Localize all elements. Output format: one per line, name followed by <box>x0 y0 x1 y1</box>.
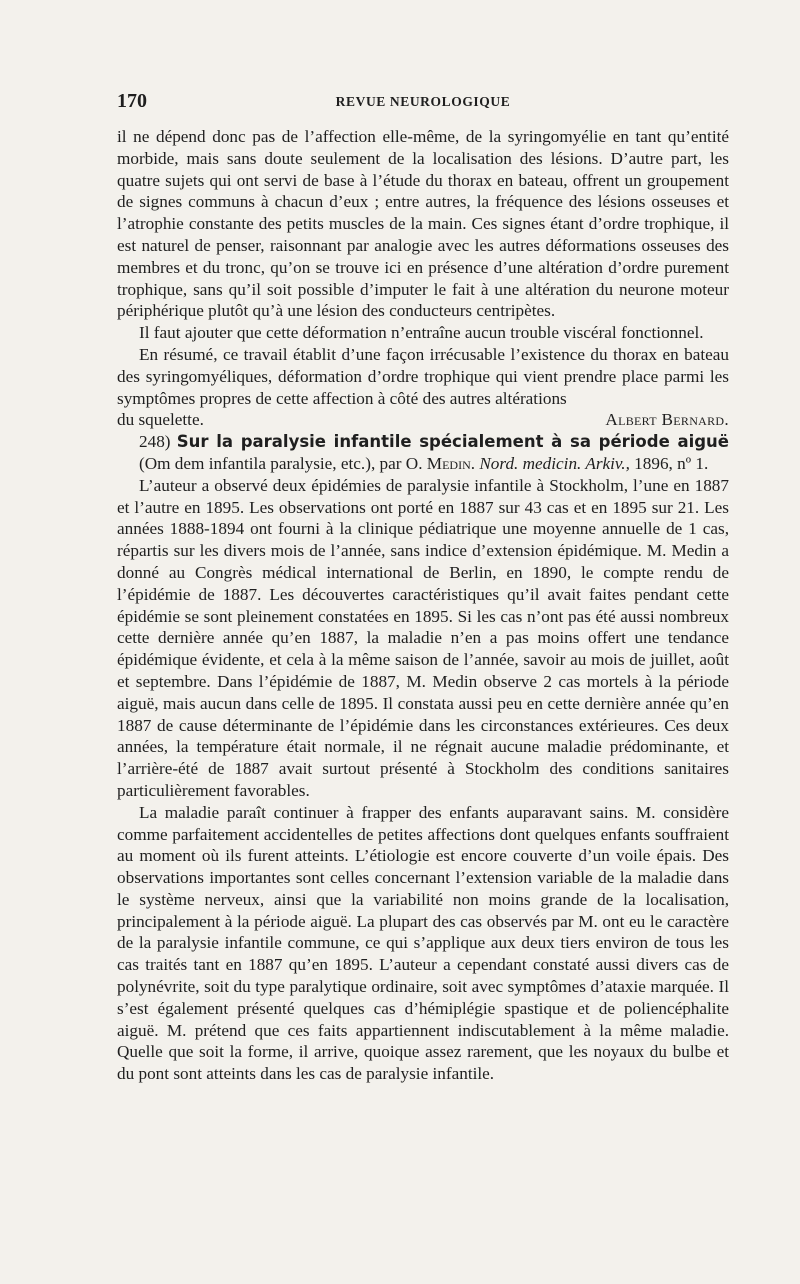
article-journal: Nord. medicin. Arkiv., <box>479 453 630 473</box>
article-paragraph-1: L’auteur a observé deux épidémies de paralysie infantile à Stockholm, l’une en 1887 et l’autre en 1895. Les observations ont porté en 1887 sur 43 cas et en 1895 sur 21. Les années 1888-1894 ont fourni à la clinique pédiatrique une moyenne annuelle de 1 cas, répartis sur les divers mois de l’année, sans indice d’extension épidémique. M. Medin a donné au Congrès médical international de Berlin, en 1890, le compte rendu de l’épidémie de 1887. Les découvertes caractéristiques qu’il avait faites pendant cette épidémie se sont pleinement constatées en 1895. Si les cas n’ont pas été aussi nombreux cette dernière année qu’en 1887, la maladie n’en a pas moins offert une tendance épidémique évidente, et cela à la même saison de l’année, savoir au mois de juillet, août et septembre. Dans l’épidémie de 1887, M. Medin observe 2 cas mortels à la période aiguë, mais aucun dans celle de 1895. Il constata aussi peu en cette dernière année qu’en 1887 de cause déterminante de l’épidémie dans les circonstances extérieures. Ces deux années, la température était normale, il ne régnait aucune maladie prédominante, et l’arrière-été de 1887 avait surtout présenté à Stockholm des conditions sanitaires particulièrement favorables. <box>117 475 729 800</box>
article-reference-b: 1896, nº 1. <box>634 453 709 473</box>
page-number: 170 <box>117 90 147 112</box>
continuation-paragraph-2: Il faut ajouter que cette déformation n’entraîne aucun trouble viscéral fonctionnel. <box>139 323 704 343</box>
page-header <box>117 90 729 114</box>
article-paragraph-2: La maladie paraît continuer à frapper des enfants auparavant sains. M. considère comme parfaitement accidentelles de petites affections dont quelques enfants souffraient au moment où ils furent atteints. L’étiologie est encore couverte d’un voile épais. Des observations importantes sont celles concernant l’extension variable de la maladie dans le système nerveux, ainsi que la variabilité non moins grande de la localisation, principalement à la période aiguë. La plupart des cas observés par M. ont eu le caractère de la paralysie infantile commune, ce qui s’applique aux deux tiers environ de tous les cas traités tant en 1887 qu’en 1895. L’auteur a cependant constaté aussi divers cas de polynévrite, soit du type paralytique ordinaire, soit avec symptômes d’ataxie marquée. Il s’est également présenté quelques cas d’hémiplégie spastique et de poliencéphalite aiguë. M. prétend que ces faits appartiennent indiscutablement à la même maladie. Quelle que soit la forme, il arrive, quoique assez rarement, que les noyaux du bulbe et du pont sont atteints dans les cas de paralysie infantile. <box>117 802 729 1084</box>
article-author: Medin. <box>426 453 476 473</box>
page-body <box>117 126 729 1085</box>
article-number: 248) <box>139 432 171 452</box>
review-signature: Albert Bernard. <box>605 410 729 430</box>
continuation-paragraph-1: il ne dépend donc pas de l’affection elle-même, de la syringomyélie en tant qu’entité morbide, mais sans doute seulement de la localisation des lésions. D’autre part, les quatre sujets qui ont servi de base à l’étude du thorax en bateau, offrent un groupement de signes communs à chacun d’eux ; entre autres, la fréquence des lésions osseuses et l’atrophie constante des petits muscles de la main. Ces signes étant d’ordre trophique, il est naturel de penser, raisonnant par analogie avec les autres déformations osseuses des membres et du tronc, qu’on se trouve ici en présence d’une altération d’ordre purement trophique, sans qu’il soit possible d’imputer le fait à une altération du neurone moteur périphérique plutôt qu’à une lésion des conducteurs centripètes. <box>117 127 729 321</box>
signature-line <box>117 409 729 431</box>
running-head: REVUE NEUROLOGIQUE <box>335 94 511 109</box>
article-heading <box>117 431 729 475</box>
article-title: Sur la paralysie infantile spécialement à sa période aiguë <box>176 432 729 452</box>
continuation-paragraph-3-end: du squelette. <box>117 410 204 430</box>
continuation-paragraph-3: En résumé, ce travail établit d’une façon irrécusable l’existence du thorax en bateau des syringomyéliques, déformation d’ordre trophique qui vient prendre place parmi les symptômes propres de cette affection à côté des autres altérations <box>117 344 729 408</box>
article-reference-a: (Om dem infantila paralysie, etc.), par O. <box>139 453 423 473</box>
